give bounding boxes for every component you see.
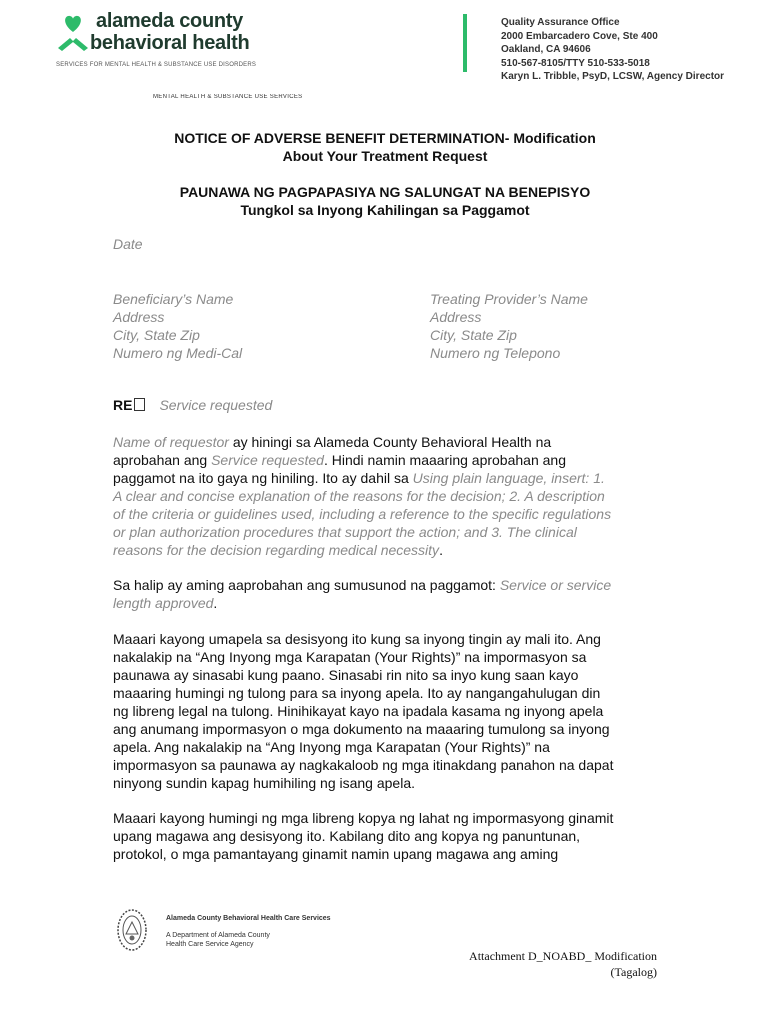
para3-line: apela. Ang nakalakip na “Ang Inyong mga Karapatan (Your Rights)” na: [113, 739, 550, 755]
logo-text-line1: alameda county: [96, 10, 243, 32]
agency-block: [166, 914, 331, 949]
beneficiary-medical-number: Numero ng Medi-Cal: [113, 345, 243, 361]
para1-text: . Hindi namin maaaring aprobahan ang: [323, 452, 566, 468]
tagalog-title: [0, 183, 770, 219]
para1-text: ay hiningi sa Alameda County Behavioral Health na: [228, 434, 552, 450]
logo-tagline-old: MENTAL HEALTH & SUBSTANCE USE SERVICES: [153, 94, 303, 99]
para1-text: paggamot na ito gaya ng hiniling. Ito ay dahil sa: [113, 470, 413, 486]
reason-placeholder: or plan authorization procedures that support the action; and 3. The clinical: [113, 524, 577, 540]
paragraph-copies: [113, 809, 663, 863]
office-city: Oakland, CA 94606: [501, 44, 591, 55]
agency-name: Alameda County Behavioral Health Care Services: [166, 915, 331, 922]
beneficiary-city: City, State Zip: [113, 327, 200, 343]
provider-phone: Numero ng Telepono: [430, 345, 561, 361]
reason-placeholder: Using plain language, insert: 1.: [412, 470, 605, 486]
beneficiary-block: [113, 290, 242, 362]
para3-line: impormasyon sa paunawa ay nagkakaloob ng mga itinakdang panahon na dapat: [113, 757, 614, 773]
provider-address: Address: [430, 309, 482, 325]
provider-city: City, State Zip: [430, 327, 517, 343]
para3-line: ng libreng legal na tulong. Hinihikayat kayo na ipadala kasama ng inyong apela: [113, 703, 604, 719]
approved-service-placeholder: length approved: [113, 595, 214, 611]
beneficiary-name: Beneficiary’s Name: [113, 291, 234, 307]
reason-placeholder: of the criteria or guidelines used, including a reference to the specific regulations: [113, 506, 612, 522]
office-address-block: [501, 16, 724, 84]
tagalog-title-line2: Tungkol sa Inyong Kahilingan sa Paggamot: [240, 202, 530, 218]
provider-block: [430, 290, 588, 362]
re-label: RE: [113, 397, 133, 413]
para3-line: maaaring humingi ng tulong para sa inyong apela. Ito ay nangangahulugan din: [113, 685, 601, 701]
requestor-placeholder: Name of requestor: [113, 434, 229, 450]
paragraph-request: [113, 433, 663, 559]
para1-text: aprobahan ang: [113, 452, 212, 468]
paragraph-appeal: [113, 630, 663, 792]
attachment-line2: (Tagalog): [610, 965, 657, 979]
office-phone: 510-567-8105/TTY 510-533-5018: [501, 57, 650, 69]
office-street: 2000 Embarcadero Cove, Ste 400: [501, 30, 658, 42]
office-director: Karyn L. Tribble, PsyD, LCSW, Agency Director: [501, 71, 725, 82]
english-title-line2: About Your Treatment Request: [282, 148, 488, 164]
service-placeholder: Service requested: [211, 452, 324, 468]
english-title: [0, 129, 770, 165]
para3-line: paunawa ay sinasabi kung paano. Sinasabi rin nito sa inyo kung saan kayo: [113, 667, 579, 683]
date-field: Date: [113, 236, 143, 252]
approved-service-placeholder: Service or service: [499, 577, 612, 593]
para4-line: Maaari kayong humingi ng mga libreng kopya ng lahat ng impormasyong ginamit: [113, 810, 614, 826]
para4-line: upang magawa ang desisyong ito. Kabilang dito ang kopya ng panuntunan,: [113, 828, 581, 844]
reason-placeholder: reasons for the decision regarding medical necessity: [113, 542, 440, 558]
beneficiary-address: Address: [113, 309, 165, 325]
logo-text-line2: behavioral health: [90, 32, 250, 54]
para3-line: nakalakip na “Ang Inyong mga Karapatan (Your Rights)” na impormasyon sa: [113, 649, 587, 665]
para2-text: Sa halip ay aming aaprobahan ang sumusunod na paggamot:: [113, 577, 500, 593]
glyph-box-icon: [134, 398, 145, 411]
para3-line: ang anumang impormasyon o mga dokumento na maaaring tumulong sa inyong: [113, 721, 610, 737]
paragraph-approved: [113, 576, 663, 612]
agency-sub2: Health Care Service Agency: [166, 941, 254, 948]
provider-name: Treating Provider’s Name: [430, 291, 588, 307]
tagalog-title-line1: PAUNAWA NG PAGPAPASIYA NG SALUNGAT NA BENEPISYO: [179, 184, 591, 200]
re-service: Service requested: [159, 397, 273, 413]
attachment-label: [400, 948, 657, 980]
attachment-line1: Attachment D_NOABD_ Modification: [469, 949, 657, 963]
county-seal-icon: [116, 908, 148, 952]
reason-placeholder: A clear and concise explanation of the reasons for the decision; 2. A description: [113, 488, 605, 504]
agency-sub1: A Department of Alameda County: [166, 932, 270, 939]
office-name: Quality Assurance Office: [501, 17, 620, 28]
para3-line: ninyong sundin kapag humihiling ng isang apela.: [113, 775, 415, 791]
para1-text: .: [439, 542, 443, 558]
para2-text: .: [213, 595, 218, 611]
para3-line: Maaari kayong umapela sa desisyong ito kung sa inyong tingin ay mali ito. Ang: [113, 631, 601, 647]
re-line: [113, 397, 272, 413]
english-title-line1: NOTICE OF ADVERSE BENEFIT DETERMINATION- Modification: [174, 130, 596, 146]
header-divider: [463, 14, 467, 72]
para4-line: protokol, o mga pamantayang ginamit namin upang magawa ang aming: [113, 846, 559, 862]
logo-tagline: SERVICES FOR MENTAL HEALTH & SUBSTANCE USE DISORDERS: [56, 62, 257, 68]
alameda-logo-icon: [56, 12, 90, 52]
